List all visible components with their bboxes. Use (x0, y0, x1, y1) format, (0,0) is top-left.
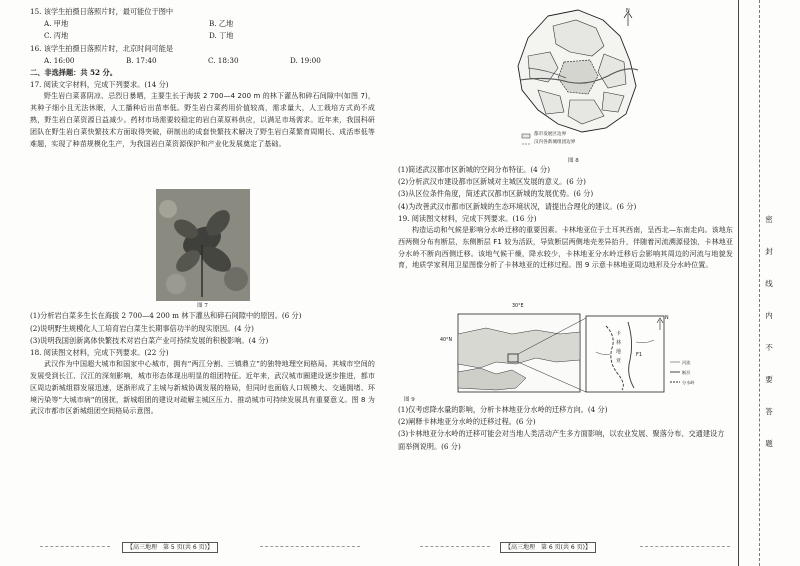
seal-char-5: 不 (765, 343, 773, 352)
figure-8-legend (534, 131, 575, 147)
figure-8-map (508, 6, 658, 164)
right-column (398, 164, 733, 295)
seal-char-7: 答 (765, 407, 773, 416)
seal-line-sidebar (738, 0, 800, 566)
q18-sub-2: (2)分析武汉市建设都市区新城对主城区发展的意义。(6 分) (398, 177, 586, 187)
q17-sub-3: (3)说明我国创新离体快繁技术对岩白菜产业可持续发展的积极影响。(4 分) (30, 335, 269, 345)
q19-sub-1: (1)仅考虑降水量的影响，分析卡林地亚分水岭的迁移方向。(4 分) (398, 405, 608, 414)
figure-9-longitude: 30°E (512, 304, 524, 309)
seal-char-2: 封 (765, 247, 773, 256)
q15-option-d[interactable]: D. 丁地 (209, 31, 234, 41)
figure-9-map (440, 304, 696, 396)
q18-sub-1: (1)简述武汉都市区新城的空间分布特征。(4 分) (398, 165, 551, 174)
q15-option-a[interactable]: A. 甲地 (44, 19, 69, 29)
footer-rule-right-b (640, 546, 730, 547)
figure-9-caption: 图 9 (404, 397, 415, 403)
figure-9-latitude: 40°N (440, 338, 453, 343)
svg-text:N: N (626, 8, 630, 14)
q16-option-a[interactable]: A. 16:00 (44, 55, 75, 65)
figure-9-fault-label: F1 (636, 352, 643, 358)
right-column-lower (398, 396, 733, 453)
q19-stem: 19. 阅读图文材料，完成下列要求。(16 分) (398, 213, 537, 223)
q15-option-c[interactable]: C. 丙地 (44, 31, 69, 41)
legend-new-town-boundary: 汉内各新城组团边界 (534, 140, 576, 145)
footer-rule-left-a (40, 546, 110, 547)
legend-river: 河流 (682, 360, 691, 365)
q18-material: 武汉作为中国超大城市和国家中心城市，拥有“两江分割、三镇鼎立”的独特地理空间格局。其城市空间的发展受到长江、汉江的深刻影响，城市形态体现出明显的组团特征。近年来，武汉城市圈建设逐步推进，都市区周边新城组群发展迅速，逐渐形成了主城与新城协调发展的格局，但同时也面临人口规模大、交通拥堵、环境污染等“大城市病”的困扰，新城组团的建设对疏解主城区压力、推动城市可持续发展具有重要意义。图 8 为武汉市都市区新城组团空间格局示意图。 (30, 360, 375, 416)
q17-sub-1: (1)分析岩白菜多生长在海拔 2 700—4 200 m 林下灌丛和碎石间隙中的原因。(6 分) (30, 311, 302, 321)
figure-7-caption: 图 7 (197, 303, 208, 310)
q16-stem: 16. 该学生拍摄日落照片时，北京时间可能是 (30, 43, 174, 53)
figure-9-place-label: 卡林地亚 (616, 331, 622, 364)
wuhan-map-graphic (508, 6, 658, 156)
seal-char-1: 密 (765, 215, 773, 224)
seal-dashed-line (759, 0, 760, 566)
q19-sub-2: (2)阐释卡林地亚分水岭的迁移过程。(6 分) (398, 417, 536, 427)
q18-sub-3: (3)从区位条件角度，简述武汉都市区新城的发展优势。(6 分) (398, 189, 594, 199)
seal-char-6: 要 (765, 375, 773, 384)
seal-char-4: 内 (765, 311, 773, 320)
q15-option-b[interactable]: B. 乙地 (209, 19, 234, 29)
section-heading: 二、非选择题：共 52 分。 (30, 68, 117, 78)
footer-right: 【高三地理 第 6 页(共 6 页)】 (500, 542, 596, 553)
q17-sub-2: (2)说明野生规模化人工培育岩白菜生长期事倍功半的现实原因。(4 分) (30, 323, 254, 333)
q16-options (30, 55, 375, 67)
q16-option-b[interactable]: B. 17:40 (126, 55, 157, 65)
figure-7-photo (156, 189, 250, 301)
legend-urban-boundary: 都市发展区边界 (534, 132, 567, 137)
q16-option-d[interactable]: D. 19:00 (290, 55, 321, 65)
q19-sub-3: (3)卡林地亚分水岭的迁移可能会对当地人类活动产生多方面影响，以农业发展、聚落分布、交通建设方面举例说明。(6 分) (398, 429, 725, 451)
q15-options-row1 (30, 18, 375, 30)
footer-left: 【高三地理 第 5 页(共 6 页)】 (122, 542, 218, 553)
q17-material: 野生岩白菜喜阴凉、忌烈日暴晒，主要生长于海拔 2 700—4 200 m 的林下灌丛和碎石间隙中(如图 7)，其种子细小且无法休眠，人工播种后出苗率低。野生岩白菜药用价值较高，需求量大，人工栽培方式尚不成熟，野生岩白菜资源日益减少。药材市场需要较稳定的岩白菜原料供应，以满足市场需求。近年来，我国科研团队在野生岩白菜快繁技术方面取得突破，研制出的成套快繁技术解决了野生岩白菜繁育周期长、成活率低等难题，实现了种苗规模化生产，为我国岩白菜资源保护和产业化发展奠定了基础。 (30, 92, 375, 148)
plant-photo-graphic (156, 189, 250, 301)
q16-option-c[interactable]: C. 18:30 (208, 55, 239, 65)
seal-char-8: 题 (765, 439, 773, 448)
q15-stem: 15. 该学生拍摄日落照片时，最可能位于图中 (30, 7, 174, 16)
q15-options-row2 (30, 30, 375, 42)
footer-rule-right-a (420, 546, 490, 547)
footer-rule-left-b (260, 546, 360, 547)
legend-divide: 分水岭 (682, 380, 695, 385)
left-column (30, 6, 375, 465)
q18-sub-4: (4)为改善武汉市都市区新城的生态环境状况，请提出合理化的建议。(6 分) (398, 201, 637, 211)
figure-9-legend (682, 358, 695, 388)
q17-stem: 17. 阅读文字材料，完成下列要求。(14 分) (30, 80, 169, 90)
legend-fault: 断层 (682, 370, 691, 375)
q18-stem: 18. 阅读图文材料，完成下列要求。(22 分) (30, 348, 169, 358)
figure-9-north-label: N (665, 316, 669, 321)
figure-8-caption: 图 8 (568, 158, 579, 164)
turkey-map-graphic (456, 312, 696, 396)
q19-material: 构造运动和气候是影响分水岭迁移的重要因素。卡林地亚位于土耳其西南，呈西北—东南走向。该地东西两侧分布有断层，东侧断层 F1 较为活跃，导致断层两侧地壳差异抬升，伴随着河流溯源侵蚀，卡林地亚分水岭不断向西侧迁移。该地气候干燥，降水较少，卡林地亚分水岭迁移后会影响其周边的河流与地貌发育，地质学家利用卫星图像分析了卡林地亚的迁移过程。图 9 示意卡林地亚周边地形及分水岭位置。 (398, 226, 733, 270)
seal-char-3: 线 (765, 279, 773, 288)
